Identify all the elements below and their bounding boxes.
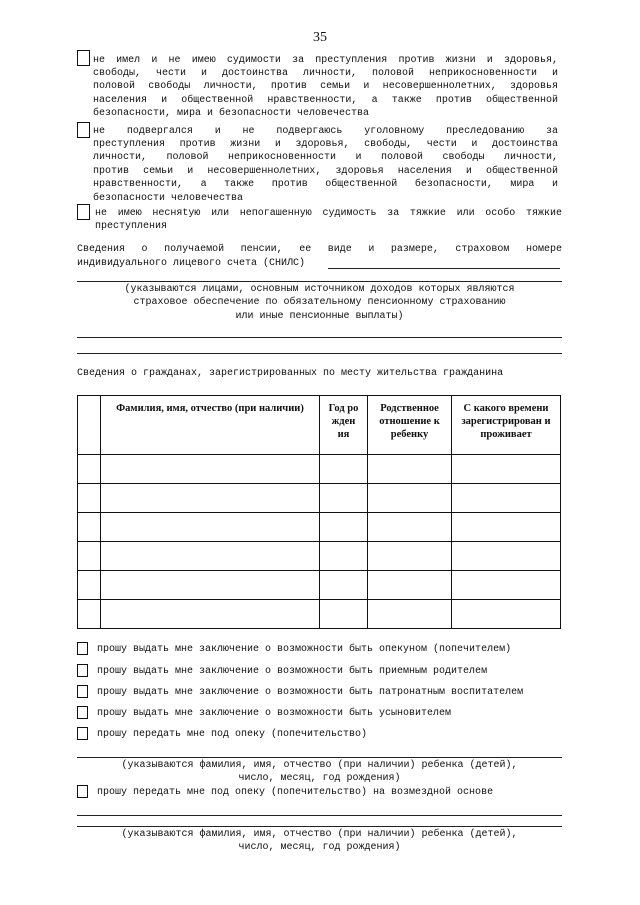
text-line: против семьи и несовершеннолетних, здоровья населения и общественной — [93, 165, 558, 177]
table-cell[interactable] — [452, 513, 561, 542]
table-cell[interactable] — [78, 600, 101, 629]
no-conviction-checkbox[interactable] — [77, 50, 90, 66]
no-prosecution-checkbox[interactable] — [77, 122, 90, 138]
blank-line[interactable] — [77, 353, 562, 354]
table-cell[interactable] — [101, 542, 320, 571]
text-line: нравственности, а также против общественной безопасности, мира и — [93, 179, 558, 191]
table-cell[interactable] — [368, 600, 452, 629]
table-cell[interactable] — [78, 513, 101, 542]
request-guardianship-checkbox[interactable] — [77, 727, 88, 740]
table-cell[interactable] — [101, 455, 320, 484]
child-hint-1 — [77, 759, 562, 786]
blank-line[interactable] — [77, 815, 562, 816]
table-cell[interactable] — [78, 571, 101, 600]
table-cell[interactable] — [320, 484, 368, 513]
child-hint-2 — [77, 828, 562, 855]
hint-line: (указываются фамилия, имя, отчество (при наличии) ребенка (детей), — [121, 829, 518, 840]
residents-table — [77, 395, 561, 629]
text-line: индивидуального лицевого счета (СНИЛС) — [77, 258, 306, 269]
request-label: прошу выдать мне заключение о возможности быть приемным родителем — [97, 666, 488, 677]
table-cell[interactable] — [101, 600, 320, 629]
request-patronage-checkbox[interactable] — [77, 685, 88, 698]
table-cell[interactable] — [78, 455, 101, 484]
request-patronage-conclusion — [77, 685, 577, 701]
table-cell[interactable] — [368, 455, 452, 484]
no-prosecution-text-cont — [93, 138, 558, 205]
blank-line[interactable] — [77, 337, 562, 338]
table-row — [78, 484, 561, 513]
child-input-line[interactable] — [77, 757, 562, 758]
table-row — [78, 542, 561, 571]
text-line: безопасности, мира и безопасности человечества — [93, 108, 370, 120]
table-row — [78, 455, 561, 484]
no-serious-conviction-checkbox[interactable] — [77, 204, 90, 220]
request-foster-conclusion — [77, 664, 577, 680]
col-header-relation: Родственное отношение к ребенку — [368, 396, 452, 455]
request-guardian-conclusion — [77, 642, 577, 658]
no-serious-conviction-text — [95, 207, 562, 220]
col-header-full-name: Фамилия, имя, отчество (при наличии) — [101, 396, 320, 455]
table-cell[interactable] — [101, 513, 320, 542]
page-number: 35 — [313, 30, 327, 45]
hint-line: число, месяц, год рождения) — [238, 842, 401, 854]
text-line: Сведения о получаемой пенсии, ее виде и размере, страховом номере — [77, 244, 562, 255]
text-line: личности, половой неприкосновенности и половой свободы личности, — [93, 152, 558, 164]
hint-line: число, месяц, год рождения) — [238, 773, 401, 785]
no-prosecution-text — [93, 125, 558, 138]
residents-heading: Сведения о гражданах, зарегистрированных по месту жительства гражданина — [77, 368, 504, 379]
table-cell[interactable] — [368, 484, 452, 513]
table-cell[interactable] — [452, 571, 561, 600]
table-cell[interactable] — [320, 571, 368, 600]
table-cell[interactable] — [78, 542, 101, 571]
request-guardianship-transfer — [77, 727, 577, 743]
col-header-index — [78, 396, 101, 455]
request-label: прошу выдать мне заключение о возможности быть усыновителем — [97, 708, 452, 719]
hint-line: (указываются фамилия, имя, отчество (при наличии) ребенка (детей), — [121, 760, 518, 771]
no-conviction-text-cont — [93, 67, 558, 121]
text-line: преступления — [95, 221, 168, 232]
col-header-birth-year — [320, 396, 368, 455]
table-row — [78, 571, 561, 600]
header-label: Год рожден ия — [328, 403, 359, 440]
hint-line: (указываются лицами, основным источником доходов которых являются — [124, 284, 515, 295]
table-cell[interactable] — [452, 455, 561, 484]
table-cell[interactable] — [452, 542, 561, 571]
request-adoption-checkbox[interactable] — [77, 706, 88, 719]
text-line: преступления против жизни и здоровья, свободы, чести и достоинства — [93, 139, 558, 150]
request-paid-guardianship-checkbox[interactable] — [77, 785, 88, 798]
table-cell[interactable] — [368, 542, 452, 571]
table-row — [78, 600, 561, 629]
table-cell[interactable] — [368, 513, 452, 542]
table-cell[interactable] — [320, 600, 368, 629]
table-cell[interactable] — [320, 455, 368, 484]
pension-input-line[interactable] — [77, 281, 562, 282]
table-cell[interactable] — [452, 600, 561, 629]
request-label: прошу передать мне под опеку (попечительство) на возмездной основе — [97, 787, 494, 798]
text-line: не имею несняtую или непогашенную судимость за тяжкие или особо тяжкие — [95, 208, 562, 219]
request-label: прошу выдать мне заключение о возможности быть патронатным воспитателем — [97, 687, 524, 698]
table-row — [78, 513, 561, 542]
pension-hint — [77, 283, 562, 323]
table-cell[interactable] — [320, 542, 368, 571]
table-cell[interactable] — [368, 571, 452, 600]
child-input-line-2[interactable] — [77, 826, 562, 827]
text-line: безопасности человечества — [93, 192, 244, 204]
text-line: не подвергался и не подвергаюсь уголовному преследованию за — [93, 126, 558, 137]
col-header-registered-since: С какого времени зарегистрирован и проживает — [452, 396, 561, 455]
request-guardian-checkbox[interactable] — [77, 642, 88, 655]
table-cell[interactable] — [101, 484, 320, 513]
residents-table-body — [78, 455, 561, 629]
no-serious-conviction-text-cont — [95, 220, 562, 233]
table-cell[interactable] — [78, 484, 101, 513]
request-foster-checkbox[interactable] — [77, 664, 88, 677]
table-cell[interactable] — [452, 484, 561, 513]
request-paid-guardianship — [77, 785, 577, 801]
text-line: половой свободы личности, против семьи и несовершеннолетних, здоровья — [93, 81, 558, 93]
table-cell[interactable] — [320, 513, 368, 542]
request-adoption-conclusion — [77, 706, 577, 722]
snils-label — [77, 257, 327, 270]
table-cell[interactable] — [101, 571, 320, 600]
no-conviction-text — [93, 54, 558, 67]
text-line: свободы, чести и достоинства личности, половой неприкосновенности и — [93, 68, 558, 79]
text-line: не имел и не имею судимости за преступления против жизни и здоровья, — [93, 55, 558, 66]
table-header-row — [78, 396, 561, 455]
hint-line: страховое обеспечение по обязательному пенсионному страхованию — [133, 297, 506, 309]
text-line: населения и общественной нравственности, а также против общественной — [93, 94, 558, 106]
request-label: прошу передать мне под опеку (попечительство) — [97, 729, 368, 740]
hint-line: или иные пенсионные выплаты) — [235, 310, 404, 322]
snils-input-line[interactable] — [328, 268, 560, 269]
request-label: прошу выдать мне заключение о возможности быть опекуном (попечителем) — [97, 644, 512, 655]
pension-info-label — [77, 243, 562, 256]
